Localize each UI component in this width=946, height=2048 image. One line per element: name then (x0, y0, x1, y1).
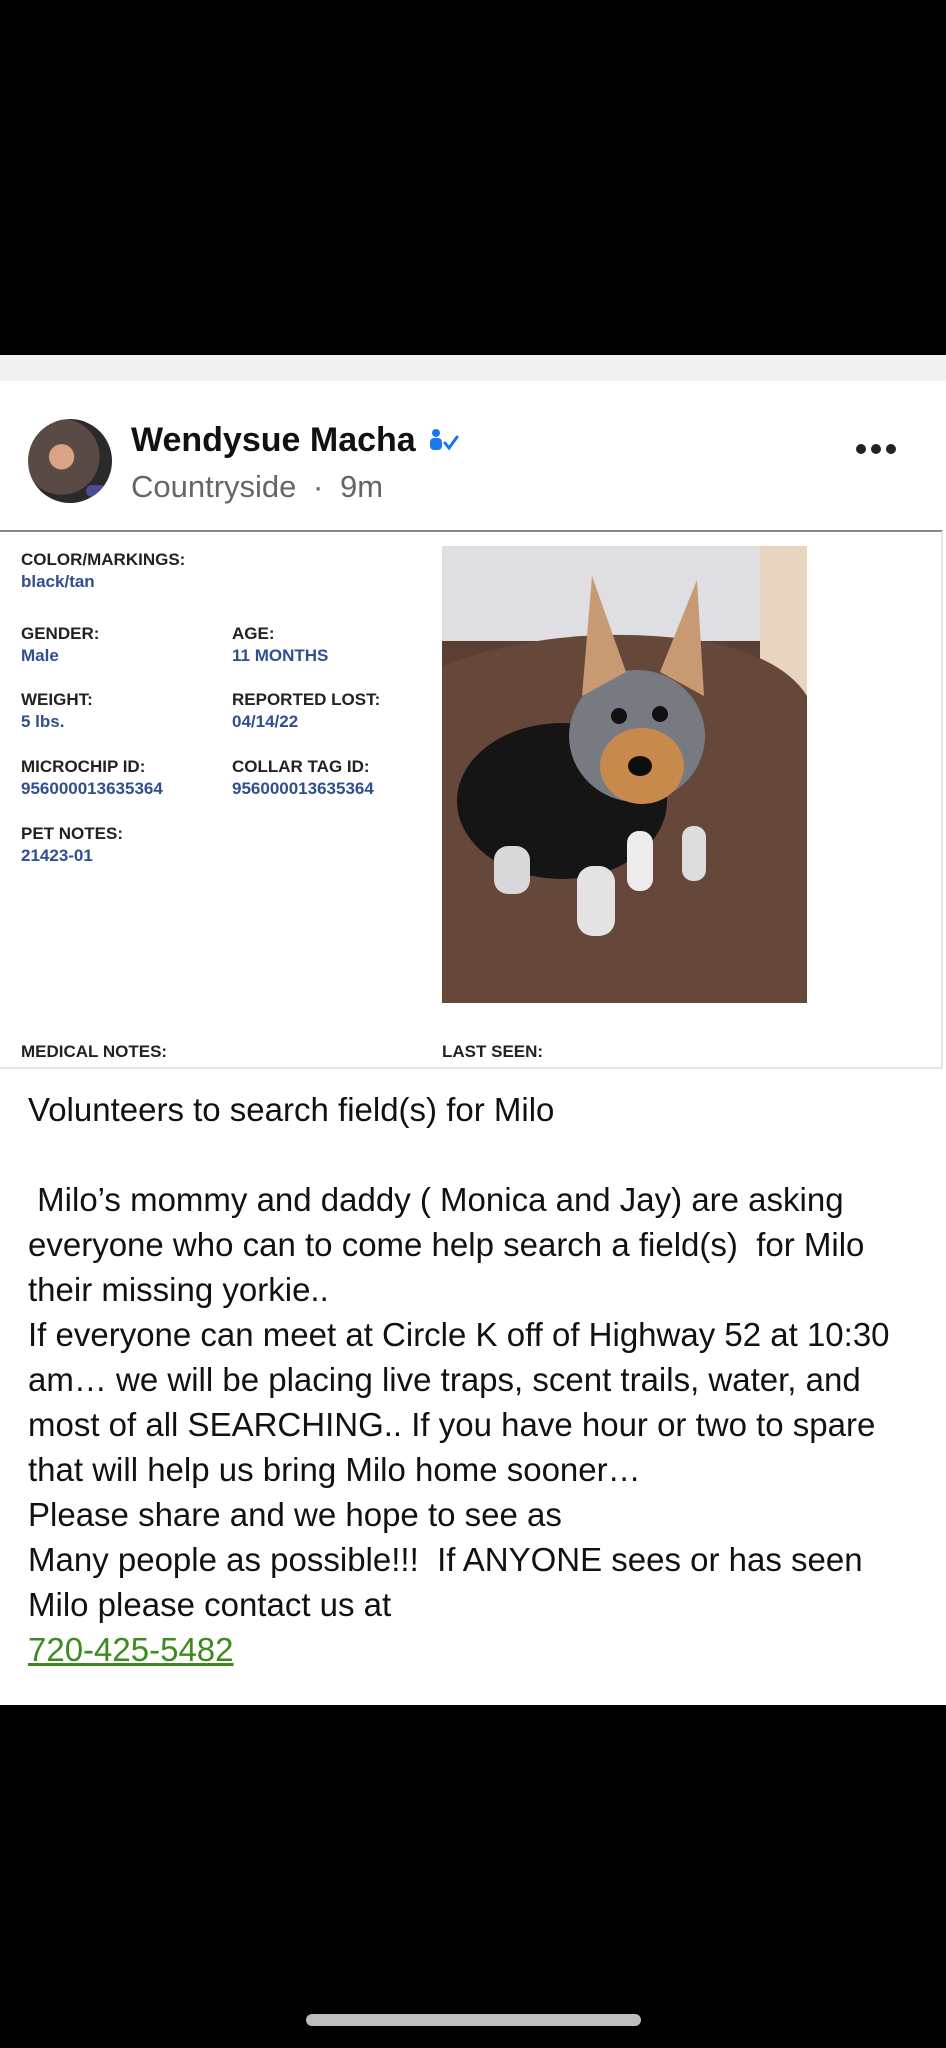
age-value: 11 MONTHS (232, 646, 329, 665)
top-divider (0, 355, 946, 381)
color-label: COLOR/MARKINGS: (21, 550, 186, 569)
facebook-post-card (0, 355, 946, 1705)
home-indicator-bar[interactable] (306, 2014, 641, 2026)
gender-value: Male (21, 646, 59, 665)
post-body (28, 1087, 918, 1672)
color-value: black/tan (21, 572, 95, 591)
weight-label: WEIGHT: (21, 690, 93, 709)
profile-avatar[interactable] (28, 419, 112, 503)
collar-tag-label: COLLAR TAG ID: (232, 757, 370, 776)
microchip-label: MICROCHIP ID: (21, 757, 146, 776)
gender-label: GENDER: (21, 624, 100, 643)
pet-notes-value: 21423-01 (21, 846, 93, 865)
pet-notes-label: PET NOTES: (21, 824, 124, 843)
avatar-badge-icon (86, 485, 106, 497)
verified-member-icon (426, 426, 460, 456)
post-headline: Volunteers to search field(s) for Milo (28, 1091, 555, 1128)
lost-pet-flyer-image[interactable] (0, 530, 943, 1069)
group-name[interactable]: Countryside (131, 469, 297, 504)
collar-tag-value: 956000013635364 (232, 779, 374, 798)
meta-separator: · (313, 469, 324, 504)
reported-lost-label: REPORTED LOST: (232, 690, 381, 709)
dog-photo (442, 546, 807, 1003)
phone-link[interactable]: 720-425-5482 (28, 1631, 234, 1668)
author-name[interactable]: Wendysue Macha (131, 421, 416, 459)
reported-lost-value: 04/14/22 (232, 712, 299, 731)
medical-notes-label: MEDICAL NOTES: (21, 1042, 168, 1061)
post-time[interactable]: 9m (340, 469, 384, 504)
post-paragraph: Milo’s mommy and daddy ( Monica and Jay) are asking everyone who can to come help search a field(s) for Milo their missing yorkie.. If everyone can meet at Circle K off of Highway 52 at 10:30 am… we will be placing live traps, scent trails, water, and most of all SEARCHING.. If you have hour or two to spare that will help us bring Milo home sooner… Please share and we hope to see as Many people as possible!!! If ANYONE sees or has seen Milo please contact us at (28, 1181, 890, 1623)
age-label: AGE: (232, 624, 275, 643)
weight-value: 5 lbs. (21, 712, 65, 731)
more-options-icon[interactable] (856, 441, 902, 455)
dog-illustration (442, 546, 807, 1003)
author-header (131, 421, 460, 460)
post-meta (131, 469, 383, 505)
microchip-value: 956000013635364 (21, 779, 163, 798)
last-seen-label: LAST SEEN: (442, 1042, 544, 1061)
